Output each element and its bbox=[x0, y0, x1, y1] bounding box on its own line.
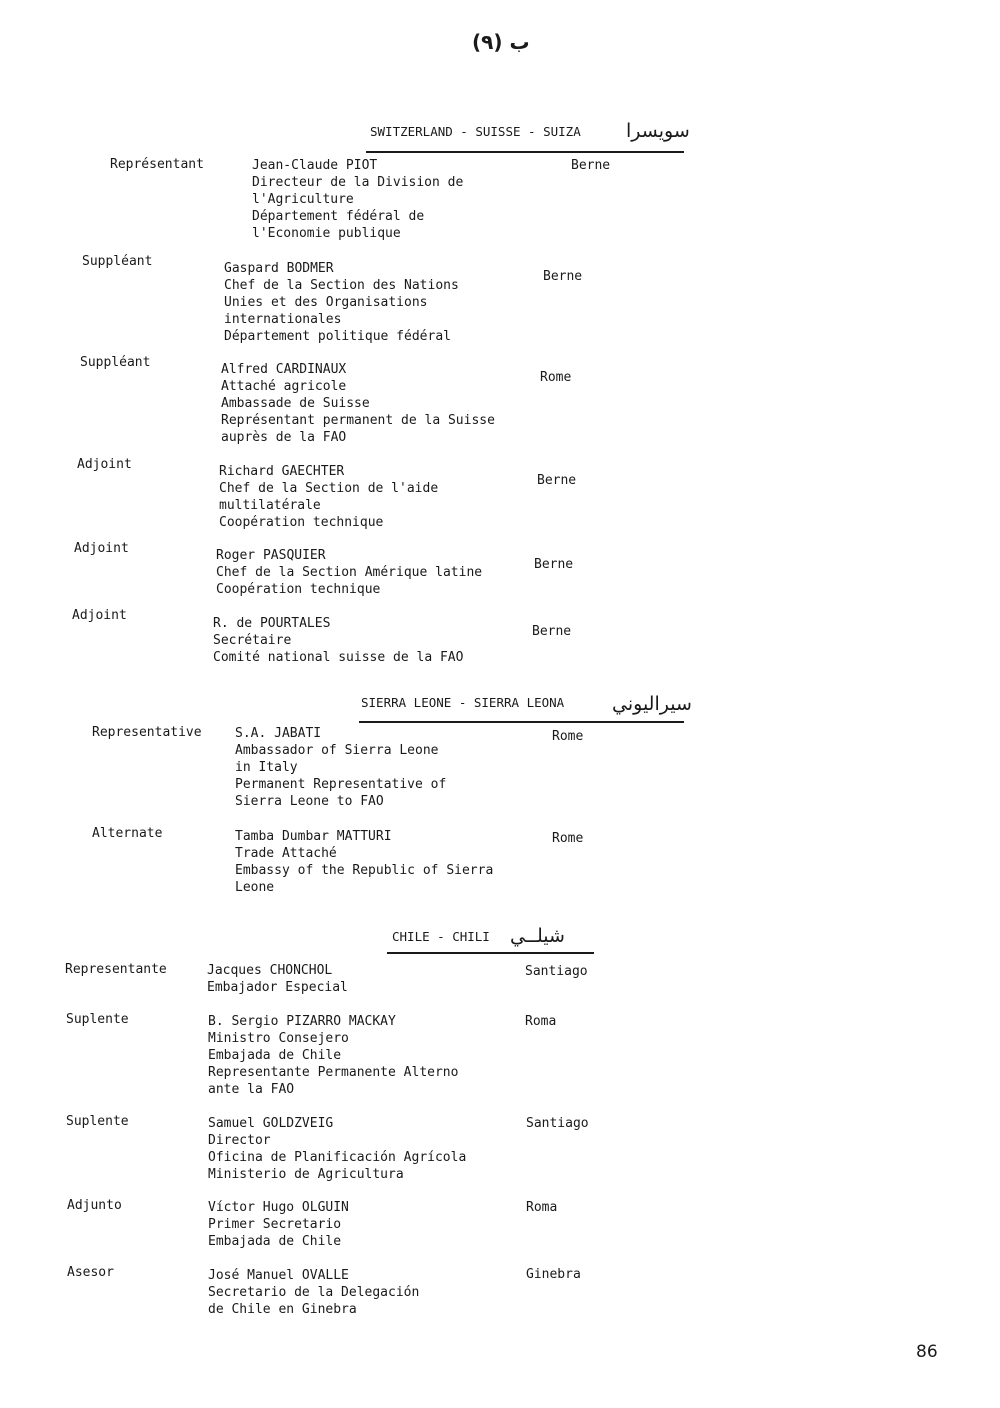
section-heading-switzerland: SWITZERLAND - SUISSE - SUIZA bbox=[370, 124, 581, 139]
entry-details bbox=[221, 361, 495, 446]
entry-role: Suppléant bbox=[80, 355, 151, 370]
entry-city: Ginebra bbox=[526, 1267, 581, 1282]
entry-details bbox=[219, 463, 438, 531]
entry-line: Embassy of the Republic of Sierra bbox=[235, 863, 494, 878]
entry-line: Département politique fédéral bbox=[224, 329, 451, 344]
entry-line: multilatérale bbox=[219, 498, 321, 513]
entry-line: Ministro Consejero bbox=[208, 1031, 349, 1046]
entry-line: l'Agriculture bbox=[252, 192, 354, 207]
entry-city: Berne bbox=[534, 557, 574, 572]
section-heading-chile: CHILE - CHILI bbox=[392, 929, 490, 944]
entry-role: Adjoint bbox=[74, 541, 129, 556]
entry-name: Víctor Hugo OLGUIN bbox=[208, 1200, 349, 1215]
section-heading-sierra-leone: SIERRA LEONE - SIERRA LEONA bbox=[361, 695, 565, 710]
entry-line: Secretario de la Delegación bbox=[208, 1285, 420, 1300]
entry-role: Suplente bbox=[66, 1114, 129, 1129]
entry-name: Roger PASQUIER bbox=[216, 548, 326, 563]
entry-line: Permanent Representative of bbox=[235, 777, 447, 792]
section-rule-chile bbox=[387, 952, 594, 954]
entry-line: Directeur de la Division de bbox=[252, 175, 464, 190]
entry-line: Attaché agricole bbox=[221, 379, 347, 394]
entry-city: Berne bbox=[532, 624, 572, 639]
page-number: 86 bbox=[916, 1342, 938, 1362]
entry-role: Representante bbox=[65, 962, 167, 977]
entry-name: Jean-Claude PIOT bbox=[252, 158, 378, 173]
entry-line: Coopération technique bbox=[219, 515, 384, 530]
entry-city: Berne bbox=[537, 473, 577, 488]
entry-role: Suplente bbox=[66, 1012, 129, 1027]
entry-line: internationales bbox=[224, 312, 342, 327]
entry-name: Gaspard BODMER bbox=[224, 261, 334, 276]
entry-role: Adjoint bbox=[72, 608, 127, 623]
entry-line: Director bbox=[208, 1133, 271, 1148]
entry-line: Coopération technique bbox=[216, 582, 381, 597]
entry-line: Représentant permanent de la Suisse bbox=[221, 413, 495, 428]
entry-line: Département fédéral de bbox=[252, 209, 425, 224]
entry-line: Trade Attaché bbox=[235, 846, 337, 861]
entry-line: in Italy bbox=[235, 760, 298, 775]
entry-name: Jacques CHONCHOL bbox=[207, 963, 333, 978]
entry-name: R. de POURTALES bbox=[213, 616, 331, 631]
entry-role: Adjoint bbox=[77, 457, 132, 472]
entry-name: José Manuel OVALLE bbox=[208, 1268, 349, 1283]
section-arabic-switzerland: سويسرا bbox=[626, 120, 690, 142]
entry-details bbox=[213, 615, 463, 666]
entry-name: B. Sergio PIZARRO MACKAY bbox=[208, 1014, 396, 1029]
entry-line: Ministerio de Agricultura bbox=[208, 1167, 404, 1182]
entry-line: Oficina de Planificación Agrícola bbox=[208, 1150, 467, 1165]
entry-city: Rome bbox=[552, 831, 584, 846]
entry-role: Représentant bbox=[110, 157, 204, 172]
section-rule-switzerland bbox=[366, 151, 684, 153]
entry-role: Representative bbox=[92, 725, 202, 740]
entry-city: Rome bbox=[540, 370, 572, 385]
entry-city: Santiago bbox=[525, 964, 588, 979]
entry-line: Representante Permanente Alterno bbox=[208, 1065, 459, 1080]
entry-details bbox=[207, 962, 348, 996]
entry-line: Primer Secretario bbox=[208, 1217, 342, 1232]
page-marker: ب (٩) bbox=[472, 30, 530, 54]
entry-name: Alfred CARDINAUX bbox=[221, 362, 347, 377]
entry-city: Roma bbox=[526, 1200, 558, 1215]
entry-details bbox=[216, 547, 482, 598]
entry-name: S.A. JABATI bbox=[235, 726, 322, 741]
entry-role: Suppléant bbox=[82, 254, 153, 269]
entry-details bbox=[235, 828, 493, 896]
entry-line: Chef de la Section Amérique latine bbox=[216, 565, 483, 580]
entry-role: Asesor bbox=[67, 1265, 114, 1280]
entry-city: Berne bbox=[543, 269, 583, 284]
section-arabic-sierra-leone: سيراليوني bbox=[612, 693, 692, 715]
entry-line: Embajada de Chile bbox=[208, 1048, 342, 1063]
entry-line: Comité national suisse de la FAO bbox=[213, 650, 464, 665]
entry-line: l'Economie publique bbox=[252, 226, 401, 241]
section-arabic-chile: شيلــي bbox=[510, 925, 565, 947]
entry-name: Richard GAECHTER bbox=[219, 464, 345, 479]
entry-role: Alternate bbox=[92, 826, 163, 841]
entry-details bbox=[252, 157, 463, 242]
entry-line: Secrétaire bbox=[213, 633, 292, 648]
entry-city: Roma bbox=[525, 1014, 557, 1029]
entry-name: Tamba Dumbar MATTURI bbox=[235, 829, 392, 844]
section-rule-sierra-leone bbox=[359, 721, 684, 723]
entry-line: Chef de la Section des Nations bbox=[224, 278, 459, 293]
entry-line: Leone bbox=[235, 880, 275, 895]
entry-details bbox=[208, 1013, 458, 1098]
entry-line: Embajada de Chile bbox=[208, 1234, 342, 1249]
entry-line: Embajador Especial bbox=[207, 980, 348, 995]
entry-details bbox=[208, 1267, 419, 1318]
entry-details bbox=[224, 260, 459, 345]
entry-details bbox=[208, 1199, 349, 1250]
entry-line: ante la FAO bbox=[208, 1082, 295, 1097]
entry-line: de Chile en Ginebra bbox=[208, 1302, 357, 1317]
entry-city: Rome bbox=[552, 729, 584, 744]
entry-line: Chef de la Section de l'aide bbox=[219, 481, 439, 496]
entry-line: Sierra Leone to FAO bbox=[235, 794, 384, 809]
entry-line: auprès de la FAO bbox=[221, 430, 347, 445]
entry-line: Ambassade de Suisse bbox=[221, 396, 370, 411]
entry-details bbox=[235, 725, 446, 810]
entry-role: Adjunto bbox=[67, 1198, 122, 1213]
entry-line: Ambassador of Sierra Leone bbox=[235, 743, 439, 758]
entry-details bbox=[208, 1115, 466, 1183]
entry-city: Berne bbox=[571, 158, 611, 173]
entry-city: Santiago bbox=[526, 1116, 589, 1131]
entry-line: Unies et des Organisations bbox=[224, 295, 428, 310]
entry-name: Samuel GOLDZVEIG bbox=[208, 1116, 334, 1131]
